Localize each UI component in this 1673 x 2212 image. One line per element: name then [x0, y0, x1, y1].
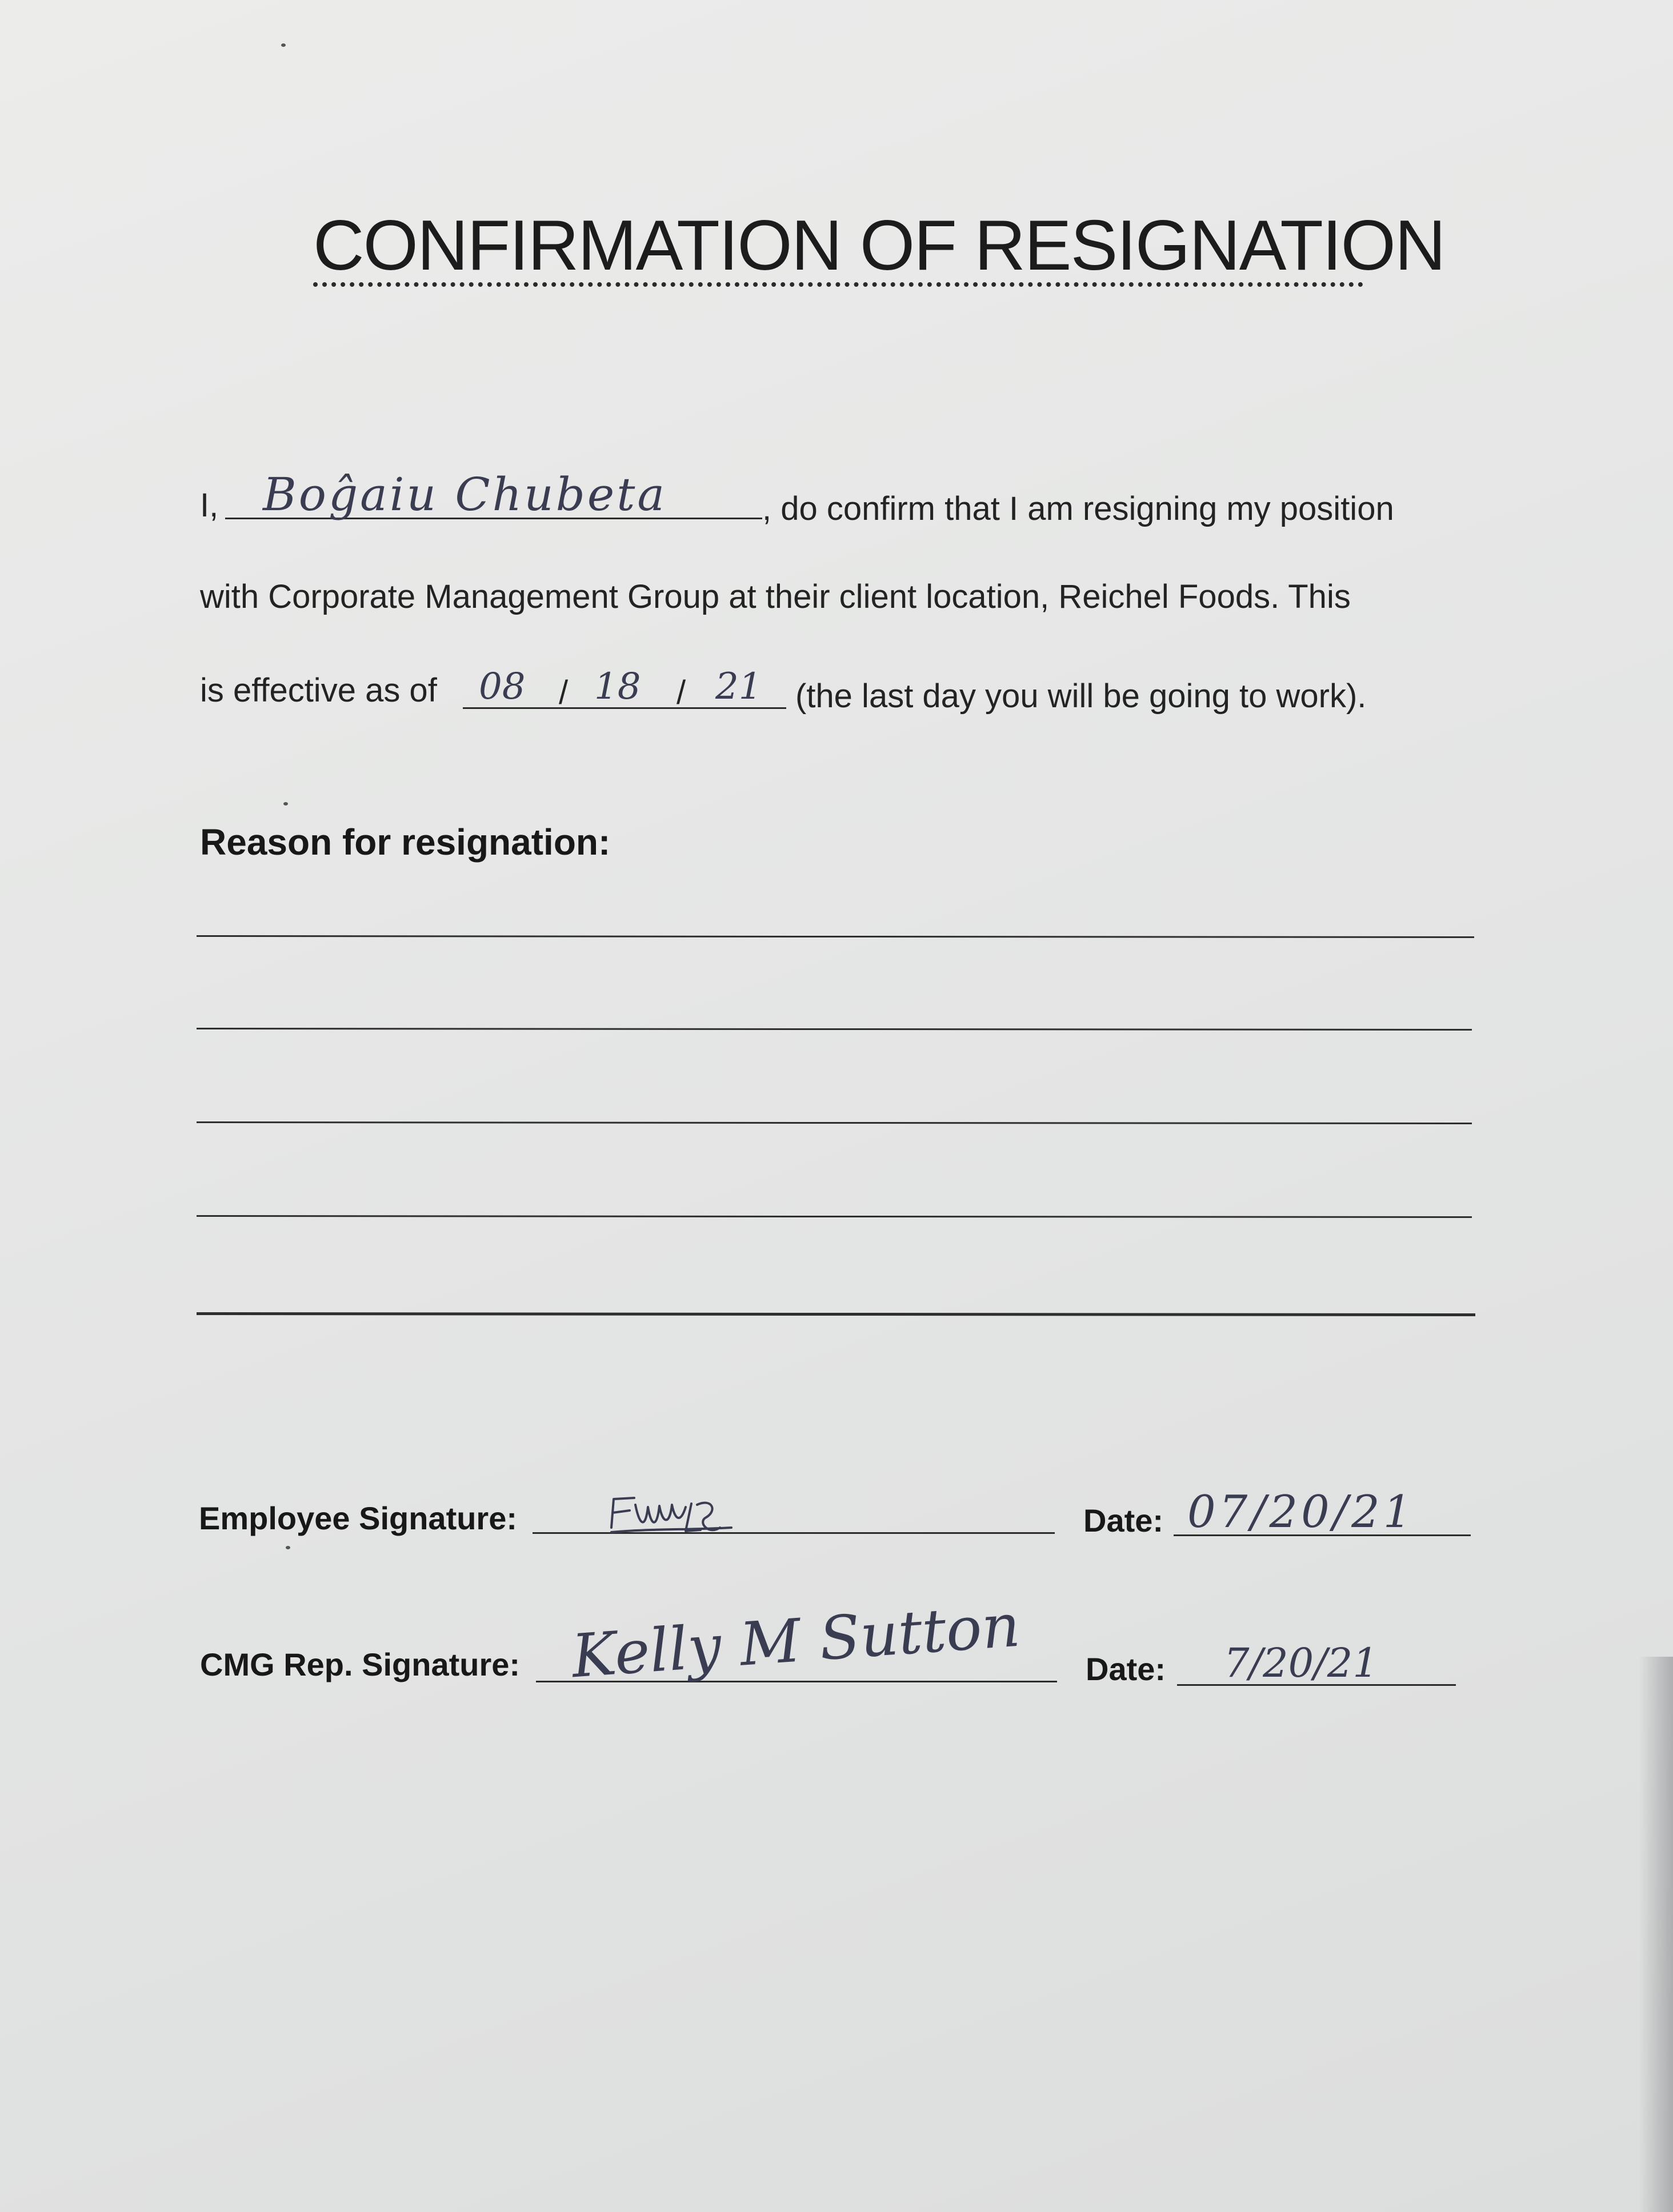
effective-day-handwritten[interactable]: 18: [594, 666, 641, 708]
employee-signature-scribble: [600, 1488, 737, 1539]
effective-month-handwritten[interactable]: 08: [479, 666, 526, 708]
paper-speck: [286, 1546, 290, 1549]
cmg-signature-handwritten[interactable]: Kelly M Sutton: [569, 1590, 1023, 1692]
employee-signature-label: Employee Signature:: [199, 1500, 518, 1536]
employee-date-label: Date:: [1083, 1502, 1164, 1538]
statement-line3-suffix: (the last day you will be going to work).: [795, 678, 1367, 715]
paper-speck: [281, 43, 286, 47]
paper-speck: [283, 802, 288, 806]
statement-line2: with Corporate Management Group at their client location, Reichel Foods. This: [200, 578, 1351, 615]
statement-line1-suffix: , do confirm that I am resigning my position: [762, 490, 1394, 527]
reason-line-2[interactable]: [197, 1028, 1472, 1031]
cmg-date-label: Date:: [1086, 1651, 1166, 1687]
reason-line-3[interactable]: [197, 1121, 1472, 1124]
reason-line-4[interactable]: [197, 1215, 1472, 1218]
employee-name-handwritten[interactable]: Boĝaiu Chubeta: [263, 468, 667, 521]
page-edge-shadow: [1639, 1657, 1673, 2212]
effective-year-handwritten[interactable]: 21: [715, 666, 762, 708]
employee-date-handwritten[interactable]: 07/20/21: [1187, 1486, 1415, 1538]
date-separator: /: [559, 674, 569, 711]
reason-label: Reason for resignation:: [200, 822, 611, 863]
cmg-date-handwritten[interactable]: 7/20/21: [1224, 1640, 1378, 1686]
reason-line-1[interactable]: [197, 935, 1474, 938]
cmg-signature-label: CMG Rep. Signature:: [200, 1646, 521, 1682]
title-underline: [313, 282, 1363, 287]
reason-line-5[interactable]: [197, 1312, 1475, 1316]
date-separator: /: [677, 674, 686, 711]
statement-line3-prefix: is effective as of: [200, 672, 437, 709]
statement-prefix: I,: [200, 487, 219, 524]
form-title: CONFIRMATION OF RESIGNATION: [313, 206, 1445, 285]
